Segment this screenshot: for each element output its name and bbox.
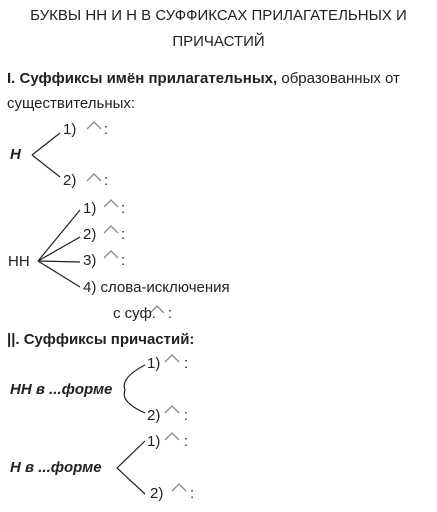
nn-form-item-2: 2) bbox=[147, 407, 161, 424]
suffix-arc-icon bbox=[104, 251, 118, 258]
nn-item-4-line2: с суф. bbox=[113, 305, 157, 322]
suffix-arc-icon bbox=[87, 122, 101, 129]
nn-item-1: 1) bbox=[83, 200, 97, 217]
section1-heading-rest: образованных от bbox=[277, 70, 400, 87]
nn-form-label: НН в ...форме bbox=[10, 381, 113, 398]
nn-branch-4 bbox=[38, 261, 80, 287]
nn-label: НН bbox=[8, 253, 30, 270]
page-title-line1: БУКВЫ НН И Н В СУФФИКСАХ ПРИЛАГАТЕЛЬНЫХ И bbox=[30, 7, 407, 24]
suffix-arc-icon bbox=[165, 433, 179, 440]
n-form-label: Н в ...форме bbox=[10, 459, 102, 476]
suffix-arc-icon bbox=[165, 355, 179, 362]
n-form-item-2: 2) bbox=[150, 485, 164, 502]
colon: : bbox=[121, 226, 126, 243]
nn-form-item-1: 1) bbox=[147, 355, 161, 372]
nn-item-2: 2) bbox=[83, 226, 97, 243]
nn-branch-1 bbox=[38, 210, 80, 261]
suffix-arc-icon bbox=[165, 406, 179, 413]
nn-branch-3 bbox=[38, 261, 80, 262]
nn-branch-2 bbox=[38, 237, 80, 261]
nn-item-3: 3) bbox=[83, 252, 97, 269]
colon: : bbox=[121, 200, 126, 217]
nn-form-branch bbox=[124, 365, 145, 413]
section1-heading-bold: I. Суффиксы имён прилагательных, bbox=[7, 70, 278, 87]
n-form-branch bbox=[117, 441, 145, 494]
n-label: Н bbox=[10, 146, 21, 163]
colon: : bbox=[104, 121, 109, 138]
colon: : bbox=[184, 355, 189, 372]
n-branch-lower bbox=[32, 155, 60, 177]
suffix-arc-icon bbox=[104, 200, 118, 207]
colon: : bbox=[104, 172, 109, 189]
n-form-item-1: 1) bbox=[147, 433, 161, 450]
colon: : bbox=[184, 407, 189, 424]
n-branch-upper bbox=[32, 133, 60, 155]
section1-heading bbox=[7, 70, 400, 88]
colon: : bbox=[168, 305, 173, 322]
section1-heading-line2: существительных: bbox=[7, 95, 136, 112]
colon: : bbox=[121, 252, 126, 269]
suffix-arc-icon bbox=[104, 226, 118, 233]
colon: : bbox=[184, 433, 189, 450]
suffix-arc-icon bbox=[87, 174, 101, 181]
nn-item-4: 4) слова-исключения bbox=[83, 279, 230, 296]
section2-heading: ||. Суффиксы причастий: bbox=[7, 331, 195, 348]
colon: : bbox=[190, 485, 195, 502]
page-title-line2: ПРИЧАСТИЙ bbox=[172, 33, 265, 50]
suffix-arc-icon bbox=[172, 484, 186, 491]
n-item-2: 2) bbox=[63, 172, 77, 189]
n-item-1: 1) bbox=[63, 121, 77, 138]
